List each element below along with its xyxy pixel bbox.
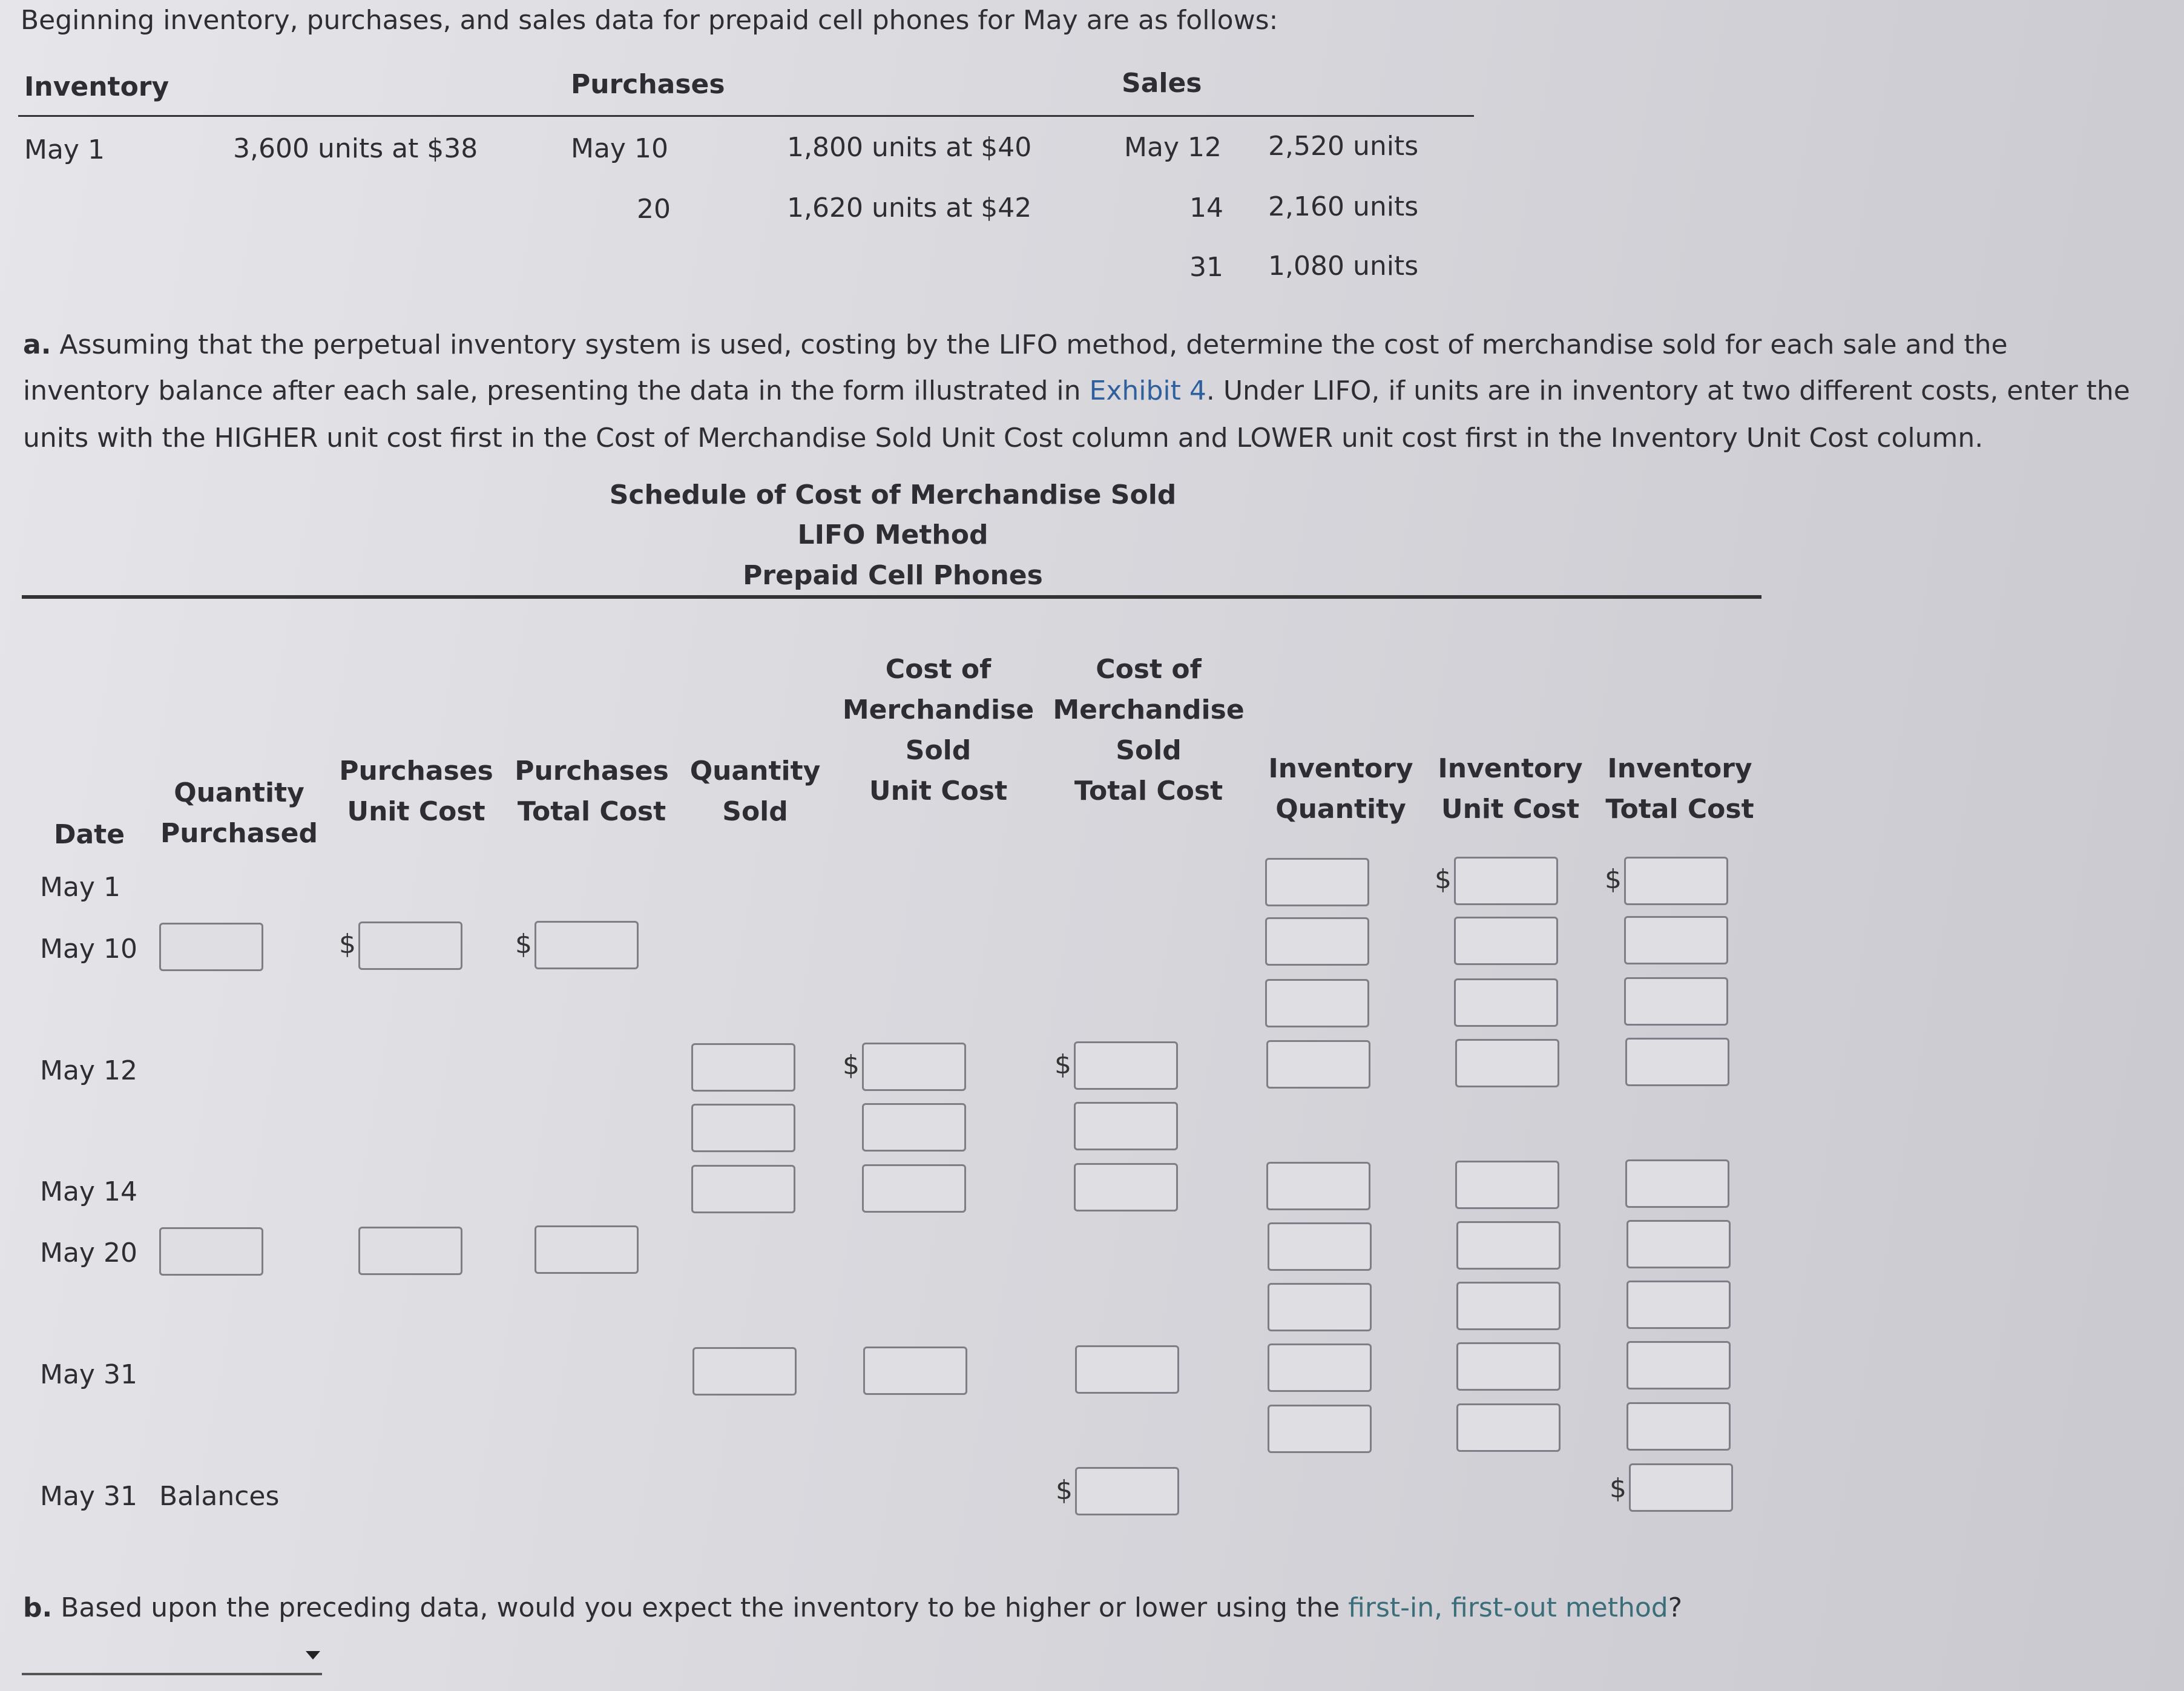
may1-inv-unit-input[interactable] [1454,857,1558,905]
col-cms-total-line3: Sold [1116,735,1182,766]
schedule-company: Prepaid Cell Phones [743,560,1043,591]
may10-inv-qty-input-2[interactable] [1265,979,1369,1027]
col-qty-sold [681,751,829,832]
may12-cms-unit-input-2[interactable] [862,1103,966,1152]
may14-inv-total-input[interactable] [1625,1159,1729,1208]
may14-qty-sold-input[interactable] [691,1165,795,1213]
col-cms-unit-line1: Cost of [885,654,992,685]
may31-inv-qty-input-1[interactable] [1268,1343,1372,1392]
may14-inv-unit-input[interactable] [1455,1161,1559,1209]
part-a-line2 [23,375,2130,406]
row-date-may12: May 12 [40,1055,137,1086]
col-purch-unit-line2: Unit Cost [347,796,485,827]
exhibit-4-link[interactable]: Exhibit 4 [1089,375,1206,406]
col-inv-total-line2: Total Cost [1605,794,1754,825]
col-inv-qty-line2: Quantity [1275,794,1406,825]
col-date: Date [53,819,125,850]
chevron-down-icon [306,1651,320,1660]
may20-inv-total-input-1[interactable] [1626,1220,1731,1268]
part-b-text-before: Based upon the preceding data, would you expect the inventory to be higher or lower using the [61,1592,1349,1623]
col-qty-purchased-line2: Purchased [160,818,318,849]
col-cms-total-line2: Merchandise [1053,694,1245,725]
may10-qty-purchased-input[interactable] [159,923,263,971]
col-purch-total [508,751,675,832]
col-purch-total-line1: Purchases [515,756,669,786]
col-inv-qty-line1: Inventory [1268,753,1413,784]
purchase-date-2: 20 [637,194,671,225]
purchases-header: Purchases [571,69,725,100]
inventory-detail: 3,600 units at $38 [233,133,478,164]
may12-cms-total-dollar: $ [1054,1049,1071,1080]
may1-inv-qty-input[interactable] [1265,858,1369,906]
col-cms-total-line1: Cost of [1096,654,1202,685]
may12-inv-unit-input[interactable] [1455,1039,1559,1087]
row-date-may20: May 20 [40,1238,137,1268]
sales-header: Sales [1122,68,1202,99]
may10-inv-unit-input-1[interactable] [1454,917,1558,965]
fifo-link[interactable]: first-in, first-out method [1348,1592,1668,1623]
inventory-date: May 1 [24,134,105,165]
col-qty-sold-line1: Quantity [689,756,821,786]
may20-inv-qty-input-2[interactable] [1268,1283,1372,1331]
col-cms-unit-line4: Unit Cost [869,776,1008,806]
may20-inv-qty-input-1[interactable] [1268,1222,1372,1271]
sale-units-3: 1,080 units [1268,251,1419,282]
part-a-line1-text: Assuming that the perpetual inventory system is used, costing by the LIFO method, determine the cost of merchandise sold for each sale and the [59,329,2008,360]
may20-qty-purchased-input[interactable] [159,1227,263,1276]
part-a-line2-after: . Under LIFO, if units are in inventory at two different costs, enter the [1206,375,2130,406]
col-inv-total-line1: Inventory [1607,753,1752,784]
col-qty-sold-line2: Sold [722,796,788,827]
col-cms-total-line4: Total Cost [1074,776,1223,806]
schedule-method: LIFO Method [797,519,988,550]
may12-qty-sold-input-1[interactable] [691,1043,795,1092]
may31-inv-unit-input-2[interactable] [1456,1403,1561,1452]
may10-inv-total-input-1[interactable] [1624,916,1728,964]
may20-purch-unit-input[interactable] [358,1227,462,1275]
may12-cms-unit-dollar: $ [843,1050,860,1081]
purchase-date-1: May 10 [571,133,668,164]
col-qty-purchased-line1: Quantity [174,777,304,808]
may31-inv-qty-input-2[interactable] [1268,1405,1372,1453]
sale-units-2: 2,160 units [1268,191,1419,222]
may10-inv-total-input-2[interactable] [1624,977,1728,1026]
may1-inv-total-dollar: $ [1605,864,1622,895]
balance-cms-total-input[interactable] [1075,1467,1179,1515]
part-b-text-after: ? [1668,1592,1683,1623]
may1-inv-total-input[interactable] [1624,857,1728,905]
may20-inv-total-input-2[interactable] [1626,1281,1731,1329]
part-a-label: a. [23,329,51,360]
schedule-divider [22,595,1761,599]
part-b-question [23,1592,1682,1623]
may12-inv-total-input[interactable] [1625,1038,1729,1086]
row-date-may31: May 31 [40,1359,137,1390]
may1-inv-unit-dollar: $ [1435,864,1452,895]
balance-inv-total-input[interactable] [1629,1463,1733,1512]
col-inv-unit-line2: Unit Cost [1441,794,1580,825]
may12-cms-total-input-1[interactable] [1074,1041,1178,1090]
sale-date-2: 14 [1189,193,1223,223]
part-b-label: b. [23,1592,53,1623]
may14-cms-total-input[interactable] [1074,1163,1178,1211]
col-inv-unit [1429,748,1592,829]
may31-inv-total-input-1[interactable] [1626,1341,1731,1389]
balance-cms-dollar: $ [1056,1475,1073,1506]
may31-cms-total-input[interactable] [1075,1345,1179,1394]
col-purch-unit [333,751,499,832]
col-cms-total [1047,649,1250,811]
may12-qty-sold-input-2[interactable] [691,1104,795,1152]
col-cms-unit-line3: Sold [905,735,972,766]
may10-purch-unit-input[interactable] [358,921,462,970]
col-inv-total [1598,748,1761,829]
sale-units-1: 2,520 units [1268,131,1419,162]
may31-qty-sold-input[interactable] [692,1347,797,1396]
may20-inv-unit-input-1[interactable] [1456,1221,1561,1270]
col-purch-unit-line1: Purchases [339,756,493,786]
may31-inv-total-input-2[interactable] [1626,1402,1731,1451]
may14-cms-unit-input[interactable] [862,1164,966,1213]
row-date-may10: May 10 [40,934,137,964]
col-qty-purchased [154,773,324,854]
balances-label: Balances [159,1481,280,1512]
balance-inv-dollar: $ [1610,1473,1626,1504]
purchase-detail-1: 1,800 units at $40 [787,132,1032,163]
may12-inv-qty-input[interactable] [1266,1040,1370,1089]
may12-cms-total-input-2[interactable] [1074,1102,1178,1150]
may10-inv-unit-input-2[interactable] [1454,978,1558,1027]
may10-inv-qty-input-1[interactable] [1265,917,1369,966]
may20-inv-unit-input-2[interactable] [1456,1282,1561,1330]
inventory-header: Inventory [24,71,169,102]
may12-cms-unit-input-1[interactable] [862,1043,966,1091]
sale-date-1: May 12 [1124,132,1222,163]
sale-date-3: 31 [1189,252,1223,283]
part-b-dropdown[interactable] [22,1638,322,1675]
data-table-divider [18,115,1474,117]
col-inv-qty [1256,748,1426,829]
may10-purch-total-dollar: $ [515,929,532,960]
intro-text: Beginning inventory, purchases, and sales data for prepaid cell phones for May are as follows: [21,5,1278,36]
may10-purch-total-input[interactable] [534,921,639,969]
may20-purch-total-input[interactable] [534,1225,639,1274]
purchase-detail-2: 1,620 units at $42 [787,193,1032,223]
col-purch-total-line2: Total Cost [517,796,666,827]
row-date-may14: May 14 [40,1176,137,1207]
may14-inv-qty-input[interactable] [1266,1162,1370,1210]
col-cms-unit [835,649,1041,811]
col-cms-unit-line2: Merchandise [842,694,1034,725]
part-a-line2-before: inventory balance after each sale, presenting the data in the form illustrated in [23,375,1090,406]
part-a-line1 [23,329,2008,360]
row-date-may1: May 1 [40,872,120,903]
part-a-line3: units with the HIGHER unit cost first in the Cost of Merchandise Sold Unit Cost column and LOWER unit cost first in the Inventory Unit Cost column. [23,423,1984,453]
may31-cms-unit-input[interactable] [863,1347,967,1395]
row-date-balances: May 31 [40,1481,137,1512]
may10-purch-unit-dollar: $ [339,929,356,960]
col-inv-unit-line1: Inventory [1438,753,1583,784]
may31-inv-unit-input-1[interactable] [1456,1342,1561,1391]
schedule-title: Schedule of Cost of Merchandise Sold [609,480,1177,510]
